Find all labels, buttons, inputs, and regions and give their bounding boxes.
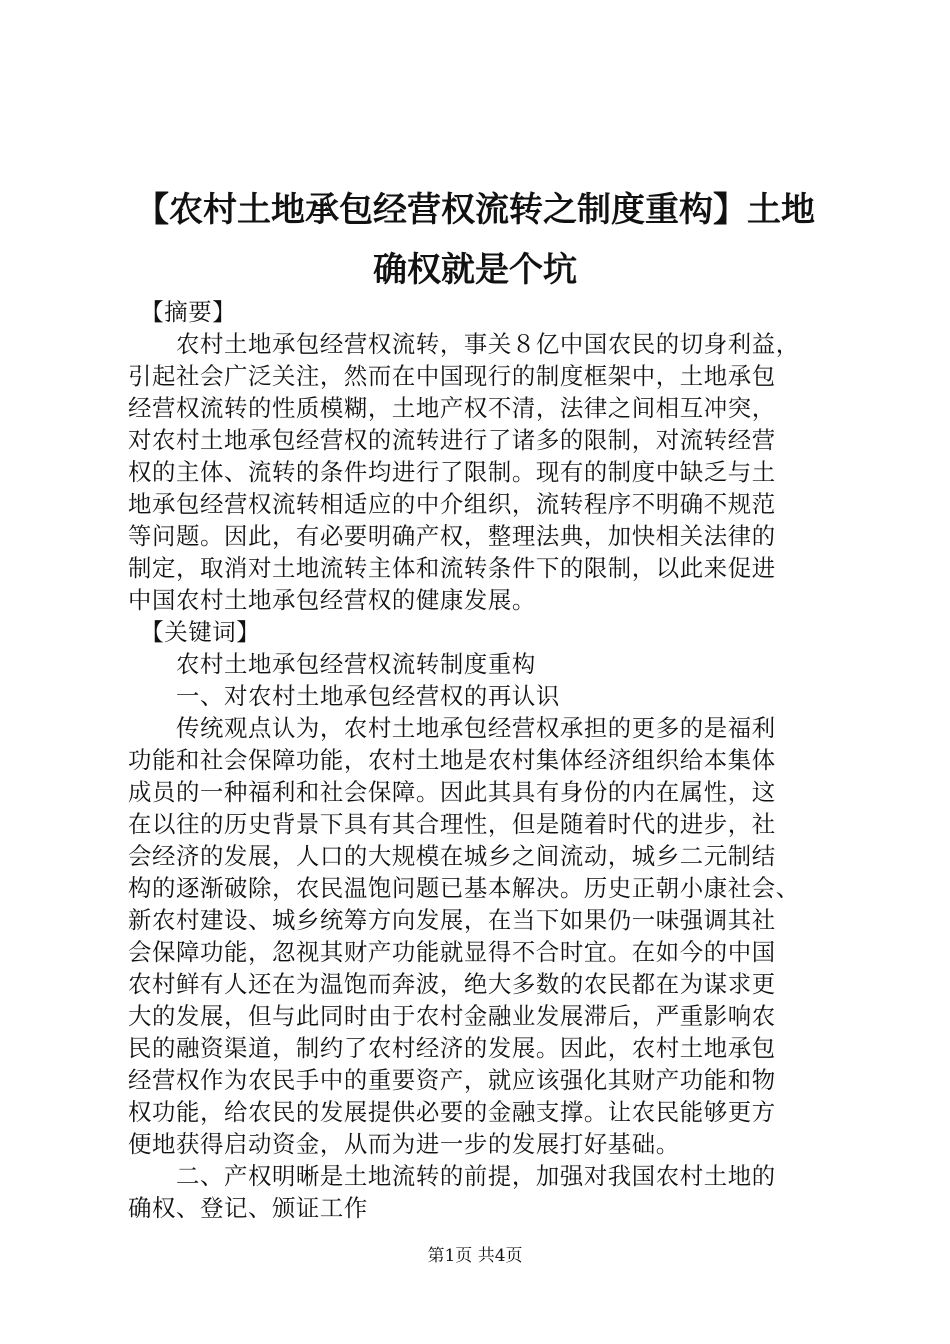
body-line: 中国农村土地承包经营权的健康发展。: [128, 586, 536, 614]
body-line: 二、产权明晰是土地流转的前提，加强对我国农村土地的: [128, 1162, 776, 1190]
title-line-2: 确权就是个坑: [373, 250, 577, 290]
body-line: 农村鲜有人还在为温饱而奔波，绝大多数的农民都在为谋求更: [128, 970, 776, 998]
body-line: 权功能，给农民的发展提供必要的金融支撑。让农民能够更方: [128, 1098, 776, 1126]
body-line: 构的逐渐破除，农民温饱问题已基本解决。历史正朝小康社会、: [128, 874, 800, 902]
body-line: 一、对农村土地承包经营权的再认识: [128, 682, 560, 710]
body-line: 新农村建设、城乡统筹方向发展，在当下如果仍一味强调其社: [128, 906, 776, 934]
body-line: 农村土地承包经营权流转制度重构: [128, 650, 536, 678]
body-line: 制定，取消对土地流转主体和流转条件下的限制，以此来促进: [128, 554, 776, 582]
document-body: [128, 296, 840, 1224]
body-line: 地承包经营权流转相适应的中介组织，流转程序不明确不规范: [128, 490, 776, 518]
body-line: 在以往的历史背景下具有其合理性，但是随着时代的进步，社: [128, 810, 776, 838]
body-line: 传统观点认为，农村土地承包经营权承担的更多的是福利: [128, 714, 776, 742]
body-line: 农村土地承包经营权流转，事关８亿中国农民的切身利益，: [128, 330, 800, 358]
body-line: 确权、登记、颁证工作: [128, 1194, 368, 1222]
document-title: [110, 180, 840, 300]
body-line: 民的融资渠道，制约了农村经济的发展。因此，农村土地承包: [128, 1034, 776, 1062]
body-line: 权的主体、流转的条件均进行了限制。现有的制度中缺乏与土: [128, 458, 776, 486]
body-line: 经营权流转的性质模糊，土地产权不清，法律之间相互冲突，: [128, 394, 776, 422]
body-line: 便地获得启动资金，从而为进一步的发展打好基础。: [128, 1130, 680, 1158]
title-line-1: 【农村土地承包经营权流转之制度重构】土地: [135, 190, 815, 230]
body-line: 【关键词】: [128, 618, 261, 646]
body-line: 对农村土地承包经营权的流转进行了诸多的限制，对流转经营: [128, 426, 776, 454]
body-line: 【摘要】: [128, 298, 237, 326]
body-line: 等问题。因此，有必要明确产权，整理法典，加快相关法律的: [128, 522, 776, 550]
body-line: 会经济的发展，人口的大规模在城乡之间流动，城乡二元制结: [128, 842, 776, 870]
body-line: 引起社会广泛关注，然而在中国现行的制度框架中，土地承包: [128, 362, 776, 390]
body-line: 功能和社会保障功能，农村土地是农村集体经济组织给本集体: [128, 746, 776, 774]
body-line: 成员的一种福利和社会保障。因此其具有身份的内在属性，这: [128, 778, 776, 806]
body-line: 经营权作为农民手中的重要资产，就应该强化其财产功能和物: [128, 1066, 776, 1094]
body-line: 会保障功能，忽视其财产功能就显得不合时宜。在如今的中国: [128, 938, 776, 966]
body-line: 大的发展，但与此同时由于农村金融业发展滞后，严重影响农: [128, 1002, 776, 1030]
page-footer: 第1页 共4页: [427, 1246, 523, 1266]
